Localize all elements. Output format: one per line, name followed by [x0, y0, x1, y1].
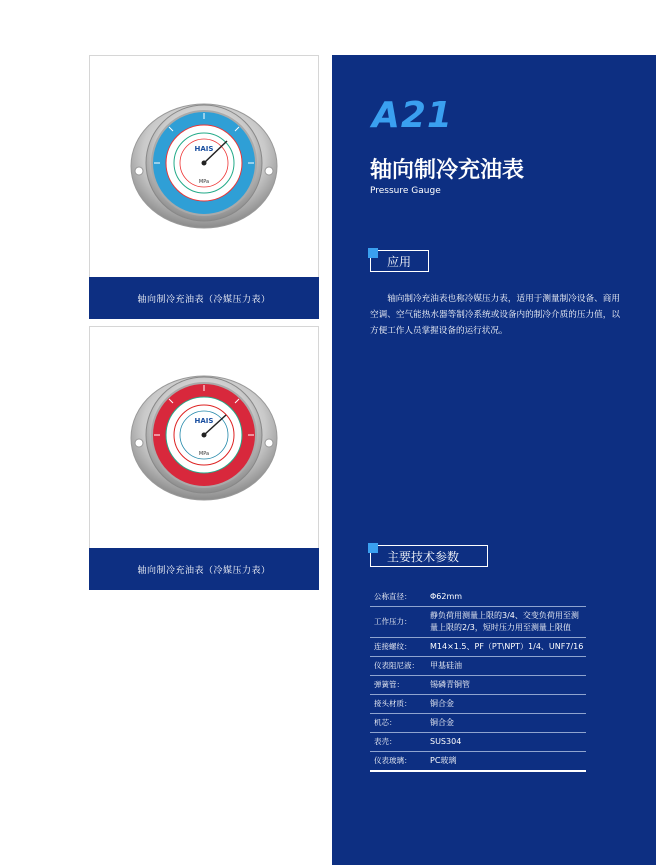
- svg-text:MPa: MPa: [198, 179, 210, 185]
- product-info-panel: [332, 55, 656, 865]
- card-caption: 轴向制冷充油表（冷媒压力表）: [89, 548, 319, 590]
- spec-row: [370, 733, 586, 752]
- spec-value: 甲基硅油: [426, 657, 586, 676]
- spec-key: 机芯：: [370, 714, 426, 733]
- product-title-en: Pressure Gauge: [370, 186, 441, 196]
- spec-value: SUS304: [426, 733, 586, 752]
- spec-key: 连接螺纹：: [370, 638, 426, 657]
- gauge-photo-red: [90, 327, 318, 549]
- spec-table: [370, 588, 586, 772]
- spec-row: [370, 752, 586, 772]
- spec-row: [370, 588, 586, 607]
- pressure-gauge-blue-icon: [129, 91, 279, 241]
- spec-value: 铜合金: [426, 714, 586, 733]
- svg-text:HAIS: HAIS: [194, 145, 214, 153]
- spec-key: 仪表阻尼液：: [370, 657, 426, 676]
- application-heading: [370, 250, 429, 272]
- spec-row: [370, 607, 586, 638]
- specs-heading: [370, 545, 488, 567]
- spec-key: 弹簧管：: [370, 676, 426, 695]
- spec-value: 锡磷青铜管: [426, 676, 586, 695]
- spec-key: 仪表玻璃：: [370, 752, 426, 772]
- spec-key: 工作压力：: [370, 607, 426, 638]
- spec-key: 表壳：: [370, 733, 426, 752]
- specs-label: 主要技术参数: [387, 549, 460, 564]
- spec-row: [370, 714, 586, 733]
- product-card-red: [89, 326, 319, 590]
- model-number: A21: [372, 95, 453, 136]
- spec-value: 静负荷用测量上限的3/4、交变负荷用至测量上限的2/3，短时压力用至测量上限值: [426, 607, 586, 638]
- spec-value: M14×1.5、PF（PT\NPT）1/4、UNF7/16: [426, 638, 586, 657]
- spec-value: Φ62mm: [426, 588, 586, 607]
- product-card-blue: [89, 55, 319, 319]
- spec-row: [370, 676, 586, 695]
- application-label: 应用: [387, 254, 412, 269]
- svg-text:MPa: MPa: [198, 451, 210, 457]
- spec-row: [370, 638, 586, 657]
- spec-row: [370, 695, 586, 714]
- card-caption: 轴向制冷充油表（冷媒压力表）: [89, 277, 319, 319]
- application-text: 轴向制冷充油表也称冷媒压力表，适用于测量制冷设备、商用空调、空气能热水器等制冷系统或设备内的制冷介质的压力值，以方便工作人员掌握设备的运行状况。: [370, 294, 620, 336]
- spec-value: 铜合金: [426, 695, 586, 714]
- svg-text:HAIS: HAIS: [194, 417, 214, 425]
- product-title-cn: 轴向制冷充油表: [370, 158, 525, 183]
- gauge-photo-blue: [90, 56, 318, 276]
- pressure-gauge-red-icon: [129, 363, 279, 513]
- square-bullet-icon: [368, 543, 378, 553]
- spec-row: [370, 657, 586, 676]
- square-bullet-icon: [368, 248, 378, 258]
- spec-key: 公称直径：: [370, 588, 426, 607]
- spec-value: PC玻璃: [426, 752, 586, 772]
- spec-key: 接头材质：: [370, 695, 426, 714]
